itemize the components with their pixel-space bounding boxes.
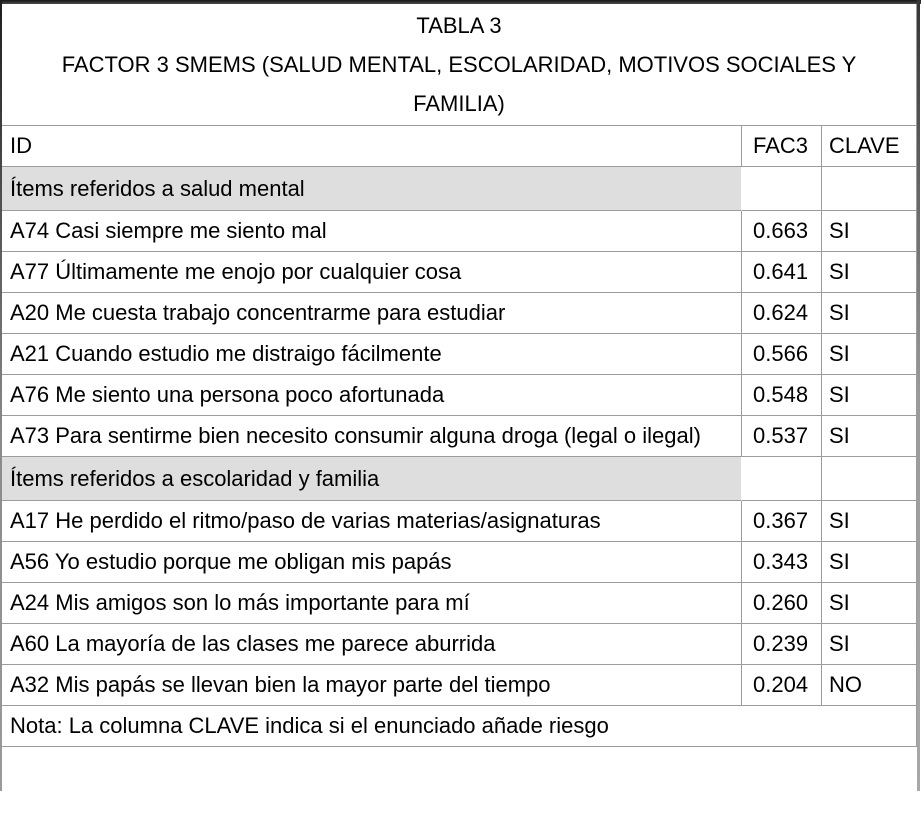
table-row	[2, 583, 917, 624]
column-header-fac3: FAC3	[742, 126, 822, 167]
item-fac3-value: 0.204	[742, 665, 822, 706]
table-note: Nota: La columna CLAVE indica si el enunciado añade riesgo	[2, 706, 917, 747]
section-empty-clave-cell	[822, 457, 917, 501]
table-row	[2, 416, 917, 457]
table-row	[2, 375, 917, 416]
item-clave-value: SI	[822, 252, 917, 293]
table-title-row	[2, 4, 917, 126]
item-text: A74 Casi siempre me siento mal	[2, 211, 742, 252]
table-row	[2, 334, 917, 375]
item-clave-value: SI	[822, 542, 917, 583]
item-text: A56 Yo estudio porque me obligan mis papás	[2, 542, 742, 583]
item-clave-value: SI	[822, 416, 917, 457]
item-clave-value: SI	[822, 375, 917, 416]
item-text: A21 Cuando estudio me distraigo fácilmente	[2, 334, 742, 375]
item-fac3-value: 0.239	[742, 624, 822, 665]
section-empty-clave-cell	[822, 167, 917, 211]
table-number: TABLA 3	[416, 13, 502, 38]
table-row	[2, 252, 917, 293]
item-text: A60 La mayoría de las clases me parece aburrida	[2, 624, 742, 665]
section-label: Ítems referidos a escolaridad y familia	[2, 457, 742, 501]
item-fac3-value: 0.663	[742, 211, 822, 252]
section-header-row	[2, 167, 917, 211]
section-header-row	[2, 457, 917, 501]
item-clave-value: SI	[822, 334, 917, 375]
table-row	[2, 293, 917, 334]
item-fac3-value: 0.566	[742, 334, 822, 375]
table-row	[2, 542, 917, 583]
item-clave-value: NO	[822, 665, 917, 706]
item-fac3-value: 0.641	[742, 252, 822, 293]
item-clave-value: SI	[822, 501, 917, 542]
item-fac3-value: 0.367	[742, 501, 822, 542]
scan-right-edge	[917, 0, 920, 791]
item-fac3-value: 0.537	[742, 416, 822, 457]
item-fac3-value: 0.260	[742, 583, 822, 624]
item-text: A73 Para sentirme bien necesito consumir alguna droga (legal o ilegal)	[2, 416, 742, 457]
column-header-clave: CLAVE	[822, 126, 917, 167]
table-row	[2, 624, 917, 665]
item-clave-value: SI	[822, 211, 917, 252]
item-clave-value: SI	[822, 293, 917, 334]
section-empty-fac3-cell	[742, 167, 822, 211]
item-text: A20 Me cuesta trabajo concentrarme para estudiar	[2, 293, 742, 334]
item-clave-value: SI	[822, 583, 917, 624]
item-fac3-value: 0.624	[742, 293, 822, 334]
item-text: A76 Me siento una persona poco afortunada	[2, 375, 742, 416]
item-fac3-value: 0.548	[742, 375, 822, 416]
table-row	[2, 665, 917, 706]
table-row	[2, 211, 917, 252]
table-caption-line-1: FACTOR 3 SMEMS (SALUD MENTAL, ESCOLARIDAD, MOTIVOS SOCIALES Y	[61, 52, 857, 77]
item-text: A77 Últimamente me enojo por cualquier cosa	[2, 252, 742, 293]
section-empty-fac3-cell	[742, 457, 822, 501]
item-clave-value: SI	[822, 624, 917, 665]
table-title	[2, 4, 917, 126]
table-row	[2, 501, 917, 542]
section-label: Ítems referidos a salud mental	[2, 167, 742, 211]
column-header-row	[2, 126, 917, 167]
item-text: A17 He perdido el ritmo/paso de varias materias/asignaturas	[2, 501, 742, 542]
column-header-id: ID	[2, 126, 742, 167]
scan-left-edge	[0, 0, 2, 791]
table-note-row	[2, 706, 917, 747]
item-text: A32 Mis papás se llevan bien la mayor parte del tiempo	[2, 665, 742, 706]
factor3-table	[2, 4, 917, 747]
item-text: A24 Mis amigos son lo más importante para mí	[2, 583, 742, 624]
table-caption-line-2: FAMILIA)	[413, 91, 505, 116]
item-fac3-value: 0.343	[742, 542, 822, 583]
